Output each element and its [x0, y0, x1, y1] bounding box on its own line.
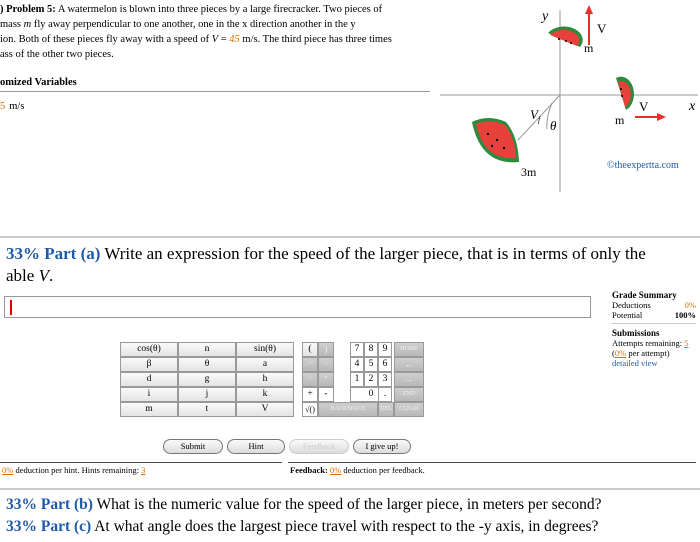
grade-summary	[612, 290, 696, 368]
per-attempt-open: (	[612, 348, 615, 358]
hint-button[interactable]: Hint	[227, 439, 285, 454]
key-clear[interactable]: CLEAR	[394, 402, 424, 417]
give-up-button[interactable]: I give up!	[353, 439, 411, 454]
submit-button[interactable]: Submit	[163, 439, 223, 454]
part-b-question[interactable]	[6, 496, 602, 514]
deductions-row	[612, 300, 696, 310]
key-m[interactable]: m	[120, 402, 178, 417]
key-del[interactable]: DEL	[378, 402, 394, 417]
detailed-view-link[interactable]: detailed view	[612, 358, 658, 368]
key-end[interactable]: END	[394, 387, 424, 402]
watermelon-piece-top-icon	[548, 26, 583, 47]
answer-input[interactable]	[4, 296, 591, 318]
key-subscript[interactable]: ^↓	[318, 357, 334, 372]
key-d[interactable]: d	[120, 372, 178, 387]
feedback-info	[290, 465, 425, 475]
key-8[interactable]: 8	[364, 342, 378, 357]
key-left-arrow[interactable]: ←	[394, 357, 424, 372]
feedback-label: Feedback:	[290, 465, 328, 475]
problem-line-4: ass of the other two pieces.	[0, 49, 114, 60]
per-attempt-value: 0%	[614, 348, 627, 358]
key-a[interactable]: a	[236, 357, 294, 372]
key-t[interactable]: t	[178, 402, 236, 417]
part-a-question	[6, 243, 696, 287]
potential-row	[612, 310, 696, 320]
hint-divider	[0, 462, 282, 463]
key-j[interactable]: j	[178, 387, 236, 402]
feedback-pct: 0%	[329, 465, 342, 475]
key-sin[interactable]: sin(θ)	[236, 342, 294, 357]
velocity-value: 45	[229, 34, 240, 45]
feedback-divider	[288, 462, 696, 463]
part-c-question[interactable]	[6, 518, 598, 536]
hints-remaining: 3	[141, 465, 146, 475]
part-a-variable: V	[38, 266, 49, 285]
part-a-text: Write an expression for the speed of the larger piece, that is in terms of only the	[100, 244, 646, 263]
submissions-title: Submissions	[612, 328, 660, 338]
problem-label: ) Problem 5:	[0, 4, 56, 15]
grade-summary-title: Grade Summary	[612, 290, 677, 300]
key-6[interactable]: 6	[378, 357, 392, 372]
deductions-value: 0%	[684, 300, 696, 310]
key-superscript[interactable]: ↑^	[302, 357, 318, 372]
part-b-label: 33% Part (b)	[6, 496, 93, 513]
key-4[interactable]: 4	[350, 357, 364, 372]
arrow-right-head-icon	[657, 113, 666, 121]
key-close-paren[interactable]: )	[318, 342, 334, 357]
hint-pct: 0%	[2, 465, 14, 475]
problem-line-3b: m/s. The third piece has three times	[239, 34, 392, 45]
mass-symbol: m	[23, 19, 32, 30]
potential-label: Potential	[612, 310, 643, 320]
key-minus[interactable]: -	[318, 387, 334, 402]
part-c-label: 33% Part (c)	[6, 518, 92, 535]
randomized-divider	[0, 91, 430, 92]
key-h[interactable]: h	[236, 372, 294, 387]
key-0[interactable]: 0	[350, 387, 392, 402]
feedback-text: deduction per feedback.	[341, 465, 425, 475]
problem-line-2b: fly away perpendicular to one another, one in the x direction another in the y	[33, 19, 356, 30]
mass-label-large: 3m	[521, 165, 537, 179]
mass-label-top: m	[584, 41, 594, 55]
part-a-text-2a: able	[6, 266, 39, 285]
randomized-value-unit: m/s	[9, 101, 25, 112]
section-divider-top	[0, 236, 700, 238]
key-3[interactable]: 3	[378, 372, 392, 387]
per-attempt-text: per attempt)	[626, 348, 670, 358]
deductions-label: Deductions	[612, 300, 651, 310]
mass-label-right: m	[615, 113, 625, 127]
key-g[interactable]: g	[178, 372, 236, 387]
text-cursor	[10, 300, 12, 315]
watermelon-piece-large-icon	[472, 118, 519, 162]
key-k[interactable]: k	[236, 387, 294, 402]
key-beta[interactable]: β	[120, 357, 178, 372]
part-b-text: What is the numeric value for the speed of the larger piece, in meters per second?	[92, 496, 602, 513]
section-divider-bottom	[0, 488, 700, 490]
key-open-paren[interactable]: (	[302, 342, 318, 357]
y-axis-label: y	[542, 9, 549, 24]
velocity-label-right: V	[639, 99, 649, 114]
keypad	[120, 340, 455, 430]
hint-text: deduction per hint. Hints remaining:	[13, 465, 142, 475]
key-home[interactable]: HOME	[394, 342, 424, 357]
randomized-value	[0, 101, 24, 112]
problem-line-2a: mass	[0, 19, 21, 30]
watermelon-piece-right-icon	[616, 77, 634, 110]
problem-statement	[0, 2, 430, 62]
feedback-button[interactable]: Feedback	[289, 439, 349, 454]
attempts-value: 5	[684, 338, 689, 348]
attempts-label: Attempts remaining:	[612, 338, 683, 348]
randomized-value-number: 5	[0, 101, 6, 112]
key-i[interactable]: i	[120, 387, 178, 402]
velocity-symbol: V	[211, 34, 219, 45]
key-n[interactable]: n	[178, 342, 236, 357]
problem-line-3a: ion. Both of these pieces fly away with a speed of	[0, 34, 210, 45]
theta-label: θ	[550, 118, 557, 133]
grade-separator	[612, 323, 696, 324]
copyright-credit: ©theexpertta.com	[607, 160, 679, 171]
equals-sign: =	[218, 34, 230, 45]
key-2[interactable]: 2	[364, 372, 378, 387]
hint-info	[2, 465, 145, 475]
key-plus[interactable]: +	[302, 387, 318, 402]
part-c-text: At what angle does the largest piece travel with respect to the -y axis, in degrees?	[91, 518, 599, 535]
key-V[interactable]: V	[236, 402, 294, 417]
key-theta[interactable]: θ	[178, 357, 236, 372]
key-sqrt[interactable]: √()	[302, 402, 318, 417]
key-multiply[interactable]: *	[318, 372, 334, 387]
part-a-period: .	[48, 266, 54, 285]
key-1[interactable]: 1	[350, 372, 364, 387]
problem-line-1: A watermelon is blown into three pieces by a large firecracker. Two pieces of	[57, 4, 383, 15]
velocity-label-top: V	[597, 21, 607, 36]
velocity-final-label: $V_f$	[530, 107, 541, 124]
randomized-variables-title: omized Variables	[0, 77, 77, 88]
key-9[interactable]: 9	[378, 342, 392, 357]
arrow-up-head-icon	[585, 5, 593, 14]
key-right-arrow[interactable]: →	[394, 372, 424, 387]
part-a-label: 33% Part (a)	[6, 244, 101, 263]
key-7[interactable]: 7	[350, 342, 364, 357]
potential-value: 100%	[674, 310, 696, 320]
key-5[interactable]: 5	[364, 357, 378, 372]
key-backspace[interactable]: BACKSPACE	[318, 402, 378, 417]
key-cos[interactable]: cos(θ)	[120, 342, 178, 357]
attempts-row	[612, 338, 696, 348]
key-divide[interactable]: /	[302, 372, 318, 387]
key-decimal[interactable]: .	[378, 387, 392, 402]
x-axis-label: x	[689, 99, 696, 114]
per-attempt-row	[612, 348, 696, 358]
